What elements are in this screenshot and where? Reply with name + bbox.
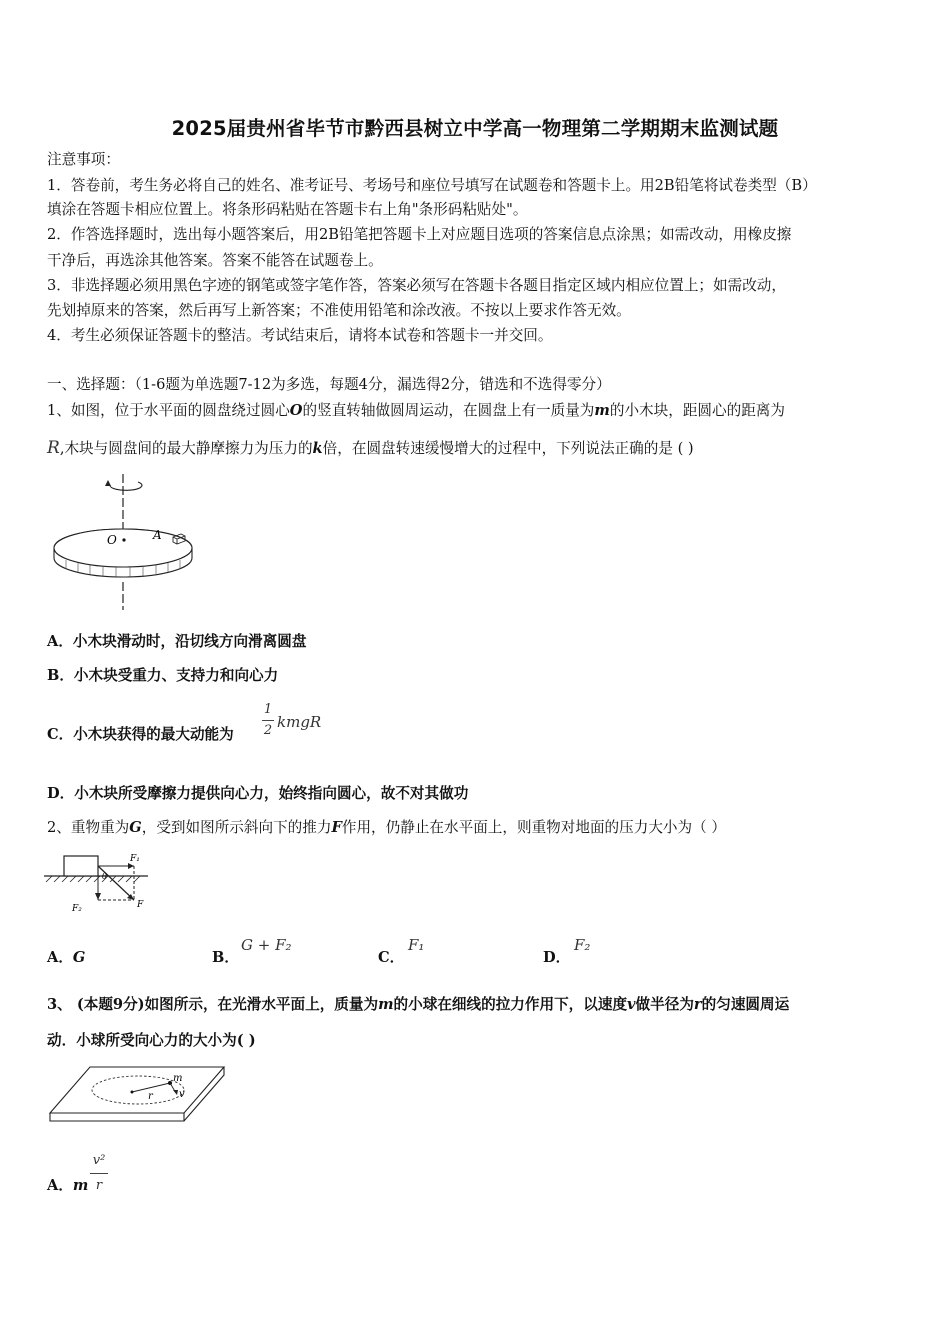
q2-fig-label-theta: θ (102, 872, 107, 881)
q3-a-frac-num: v² (92, 1153, 106, 1168)
note-3-line-2: 先划掉原来的答案，然后再写上新答案；不准使用铅笔和涂改液。不按以上要求作答无效。 (47, 302, 631, 319)
q3-line-1: 3、 (本题9分)如图所示，在光滑水平面上，质量为m的小球在细线的拉力作用下，以速度v做半径为r的匀速圆周运 (47, 996, 790, 1013)
q1-fig-label-a: A (153, 528, 162, 542)
q3-fig-label-m: m (173, 1073, 183, 1084)
q1-option-c[interactable]: C．小木块获得的最大动能为 (47, 726, 234, 743)
q1-option-b[interactable]: B．小木块受重力、支持力和向心力 (47, 667, 279, 684)
page-title: 2025届贵州省毕节市黔西县树立中学高一物理第二学期期末监测试题 (171, 117, 779, 140)
q3-plane-figure (46, 1063, 228, 1125)
q2-option-b-label[interactable]: B． (212, 949, 239, 966)
q3-option-a[interactable]: A．m (47, 1177, 89, 1194)
q3-a-frac-den: r (95, 1178, 103, 1193)
q2-option-c-value: F₁ (408, 936, 425, 954)
q3-line-2: 动．小球所受向心力的大小为( ) (47, 1032, 256, 1049)
q2-option-d-label[interactable]: D． (543, 949, 571, 966)
notes-heading: 注意事项： (47, 151, 120, 168)
q1-fig-label-o: O (107, 533, 117, 547)
note-1-line-2: 填涂在答题卡相应位置上。将条形码粘贴在答题卡右上角"条形码粘贴处"。 (47, 201, 528, 218)
q2-option-b-value: G + F₂ (241, 936, 292, 954)
q2-fig-label-f: F (137, 900, 144, 910)
q2-line-1: 2、重物重为G，受到如图所示斜向下的推力F作用，仍静止在水平面上，则重物对地面的压力大小为（ ） (47, 819, 726, 836)
q3-fig-label-r: r (148, 1091, 153, 1102)
q2-fig-label-f1: F₁ (130, 854, 140, 864)
q1-line-2: R,木块与圆盘间的最大静摩擦力为压力的k倍，在圆盘转速缓慢增大的过程中，下列说法正确的是 ( ) (47, 438, 694, 458)
q3-fig-label-v: v (179, 1089, 185, 1100)
q1-disk-figure (48, 470, 208, 612)
q1-c-expression: kmgR (277, 713, 322, 731)
q1-line-1: 1、如图，位于水平面的圆盘绕过圆心O的竖直转轴做圆周运动，在圆盘上有一质量为m的小木块，距圆心的距离为 (47, 402, 785, 419)
note-1-line-1: 1．答卷前，考生务必将自己的姓名、准考证号、考场号和座位号填写在试题卷和答题卡上。用2B铅笔将试卷类型（B） (47, 177, 817, 194)
q2-option-a[interactable]: A．G (47, 949, 86, 966)
q2-force-figure (44, 848, 154, 916)
q2-option-c-label[interactable]: C． (378, 949, 405, 966)
note-4: 4．考生必须保证答题卡的整洁。考试结束后，请将本试卷和答题卡一并交回。 (47, 327, 553, 344)
q2-fig-label-f2: F₂ (72, 904, 82, 914)
q3-a-frac-bar (90, 1173, 108, 1174)
note-3-line-1: 3．非选择题必须用黑色字迹的钢笔或签字笔作答，答案必须写在答题卡各题目指定区域内相应位置上；如需改动， (47, 277, 786, 294)
q1-c-frac-bar (262, 720, 274, 721)
q2-option-d-value: F₂ (574, 936, 591, 954)
q1-option-a[interactable]: A．小木块滑动时，沿切线方向滑离圆盘 (47, 633, 307, 650)
q1-option-d[interactable]: D．小木块所受摩擦力提供向心力，始终指向圆心，故不对其做功 (47, 785, 469, 802)
note-2-line-1: 2．作答选择题时，选出每小题答案后，用2B铅笔把答题卡上对应题目选项的答案信息点涂黑；如需改动，用橡皮擦 (47, 226, 792, 243)
q1-c-frac-num: 1 (263, 702, 273, 717)
section-heading: 一、选择题：（1-6题为单选题7-12为多选，每题4分，漏选得2分，错选和不选得零分） (47, 376, 611, 393)
q1-c-frac-den: 2 (263, 723, 273, 738)
note-2-line-2: 干净后，再选涂其他答案。答案不能答在试题卷上。 (47, 252, 383, 269)
